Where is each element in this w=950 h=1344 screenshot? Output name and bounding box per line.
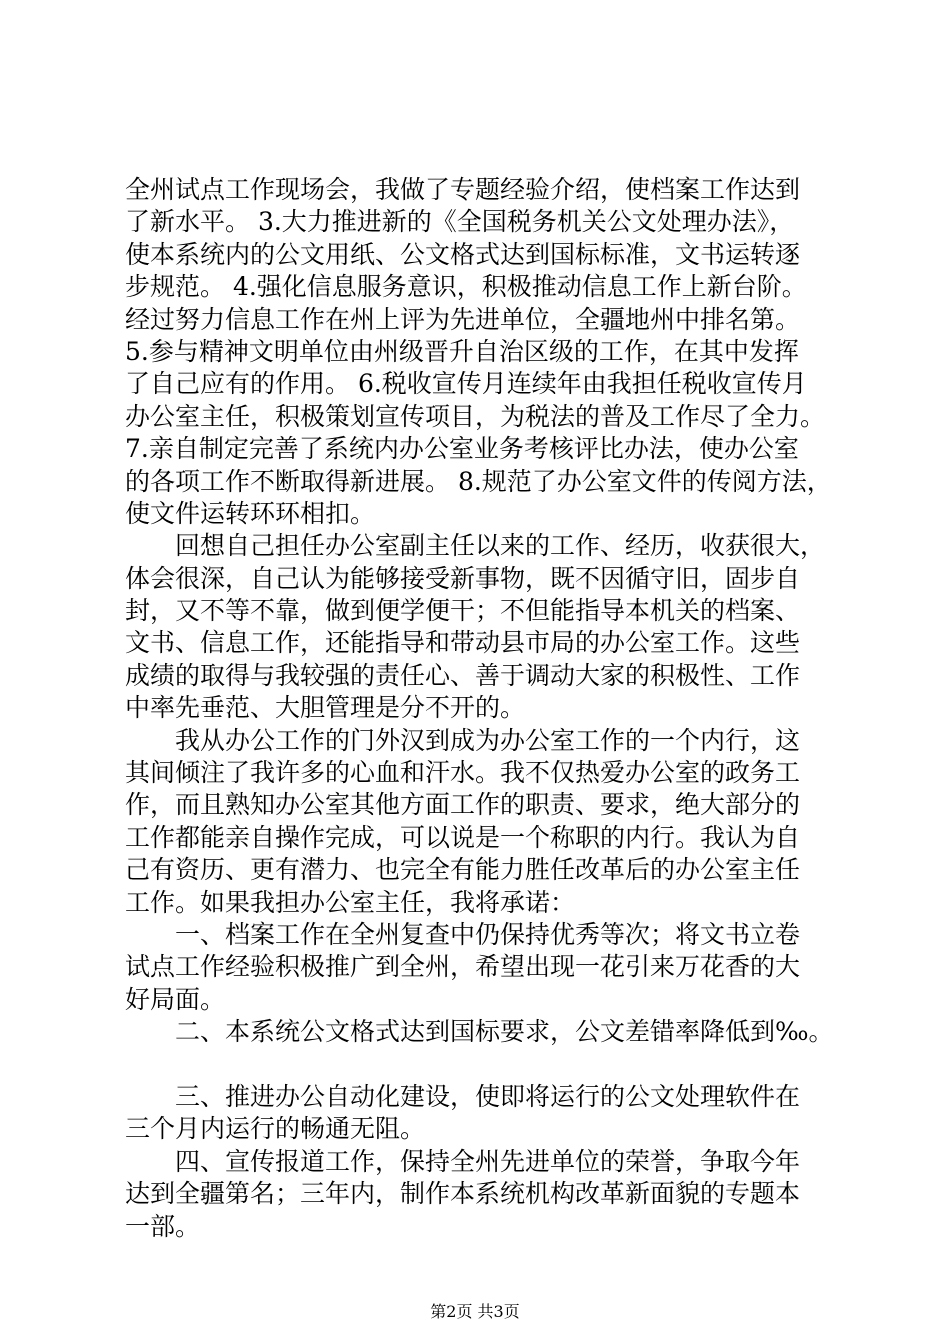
text-line: 三个月内运行的畅通无阻。 bbox=[125, 1114, 426, 1144]
text-line: 成绩的取得与我较强的责任心、善于调动大家的积极性、工作 bbox=[125, 660, 801, 690]
text-line: 四、宣传报道工作，保持全州先进单位的荣誉，争取今年 bbox=[125, 1146, 801, 1176]
text-line: 达到全疆第名；三年内，制作本系统机构改革新面貌的专题本 bbox=[125, 1179, 801, 1209]
text-line: 步规范。 4.强化信息服务意识，积极推动信息工作上新台阶。 bbox=[125, 272, 807, 302]
text-line: 5.参与精神文明单位由州级晋升自治区级的工作，在其中发挥 bbox=[125, 336, 799, 366]
text-line: 办公室主任，积极策划宣传项目，为税法的普及工作尽了全力。 bbox=[125, 401, 826, 431]
text-line: 其间倾注了我许多的心血和汗水。我不仅热爱办公室的政务工 bbox=[125, 758, 801, 788]
text-line: 的各项工作不断取得新进展。 8.规范了办公室文件的传阅方法， bbox=[125, 466, 832, 496]
text-line: 体会很深，自己认为能够接受新事物，既不因循守旧，固步自 bbox=[125, 563, 801, 593]
text-line: 我从办公工作的门外汉到成为办公室工作的一个内行，这 bbox=[125, 725, 801, 755]
text-line: 二、本系统公文格式达到国标要求，公文差错率降低到‰。 bbox=[125, 1017, 834, 1047]
text-line: 回想自己担任办公室副主任以来的工作、经历，收获很大， bbox=[125, 531, 826, 561]
body-text bbox=[125, 174, 845, 1243]
text-line: 文书、信息工作，还能指导和带动县市局的办公室工作。这些 bbox=[125, 628, 801, 658]
text-line: 一部。 bbox=[125, 1211, 201, 1241]
page-number: 第2页 共3页 bbox=[430, 1302, 520, 1321]
text-line: 试点工作经验积极推广到全州，希望出现一花引来万花香的大 bbox=[125, 952, 801, 982]
text-line: 中率先垂范、大胆管理是分不开的。 bbox=[125, 693, 526, 723]
text-line: 全州试点工作现场会，我做了专题经验介绍，使档案工作达到 bbox=[125, 175, 801, 204]
text-line: 使文件运转环环相扣。 bbox=[125, 498, 376, 528]
text-line: 了新水平。 3.大力推进新的《全国税务机关公文处理办法》， bbox=[125, 207, 795, 237]
blank-line bbox=[125, 1049, 845, 1081]
text-line: 三、推进办公自动化建设，使即将运行的公文处理软件在 bbox=[125, 1081, 801, 1111]
text-line: 使本系统内的公文用纸、公文格式达到国标标准，文书运转逐 bbox=[125, 239, 801, 269]
text-line: 工作。如果我担办公室主任，我将承诺： bbox=[125, 887, 576, 917]
text-line: 好局面。 bbox=[125, 984, 226, 1014]
text-line: 己有资历、更有潜力、也完全有能力胜任改革后的办公室主任 bbox=[125, 855, 801, 885]
text-line: 一、档案工作在全州复查中仍保持优秀等次；将文书立卷 bbox=[125, 919, 801, 949]
text-line: 7.亲自制定完善了系统内办公室业务考核评比办法，使办公室 bbox=[125, 434, 799, 464]
text-line: 工作都能亲自操作完成，可以说是一个称职的内行。我认为自 bbox=[125, 822, 801, 852]
text-line: 作，而且熟知办公室其他方面工作的职责、要求，绝大部分的 bbox=[125, 790, 801, 820]
text-line: 封，又不等不靠，做到便学便干；不但能指导本机关的档案、 bbox=[125, 596, 801, 626]
text-line: 经过努力信息工作在州上评为先进单位，全疆地州中排名第。 bbox=[125, 304, 801, 334]
text-line: 了自己应有的作用。 6.税收宣传月连续年由我担任税收宣传月 bbox=[125, 369, 807, 399]
